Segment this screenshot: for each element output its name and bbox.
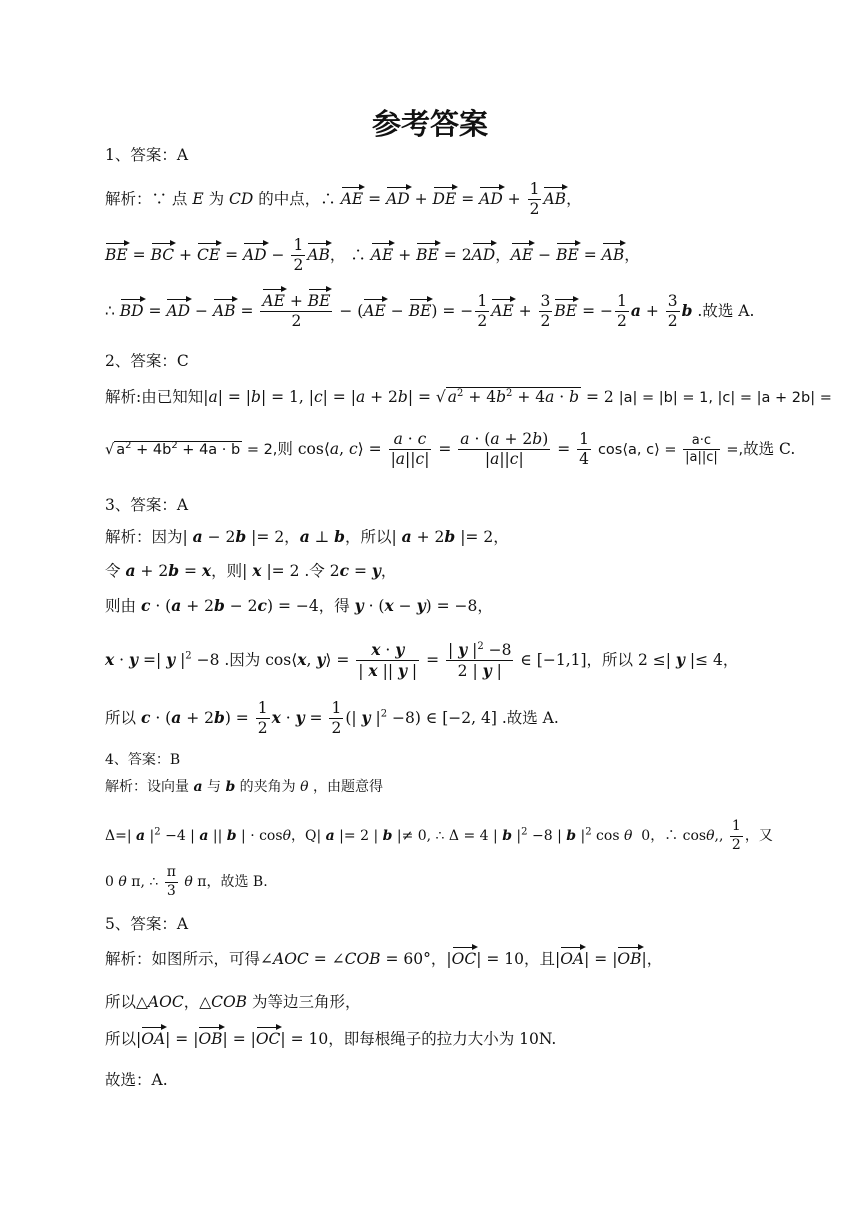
answer-5-heading: 5、答案：A xyxy=(105,915,189,933)
answer-3-line-1: 解析：因为| a − 2b |= 2，a ⊥ b，所以| a + 2b |= 2， xyxy=(105,527,509,546)
answer-4-line-3: 0 θ π, ∴ $\frac{\pi}{3}$ θ π，故选 B. xyxy=(105,864,268,899)
answer-1-line-2: BE = BC + CE = AD − $\frac{1}{2}$ AB， ∴ AE + BE = 2AD，AE − BE = AB， xyxy=(105,236,640,275)
answer-3-line-5: 所以 c · (a + 2b) = $\frac{1}{2}$ x · y = $\frac{1}{2}$ (| y $|^2 -8$) ∈ [−2, 4] .故选 A. xyxy=(105,699,559,738)
answer-3-heading: 3、答案：A xyxy=(105,496,189,514)
page-title: 参考答案 xyxy=(371,107,488,141)
answer-4-heading: 4、答案：B xyxy=(105,752,181,768)
answer-2-line-2: √ $a^2 + 4b^2 + 4a \cdot b = 2$,则 cos⟨a, c⟩ = $\frac{a \cdot c}{|a||c|}$ = $\frac{a \cdot (a + 2b)}{|a||c|}$ = $\frac{1}{4}$ cos⟨a, c⟩ = $\frac{a\cdot c}{|a||c|}$ =,故选 C. xyxy=(105,430,796,469)
answer-3-line-4: x · y =| y $|^2 -8$ .因为 cos⟨x, y⟩ = $\frac{x \cdot y}{| x || y |}$ = $\frac{| y |^2 -8}{2 | y |}$ ∈ [−1,1]，所以 2 ≤| y |≤ 4， xyxy=(105,640,739,681)
answer-1-heading: 1、答案：A xyxy=(105,146,189,164)
answer-2-heading: 2、答案：C xyxy=(105,352,189,370)
answer-5-line-3: 所以|OA| = |OB| = |OC| = 10，即每根绳子的拉力大小为 10N. xyxy=(105,1030,557,1048)
answer-3-line-2: 令 a + 2b = x，则| x |= 2 .令 2c = y， xyxy=(105,561,397,580)
answer-4-line-1: 解析：设向量 a 与 b 的夹角为 θ ，由题意得 xyxy=(105,779,384,795)
answer-4-line-2: Δ=| a $|^2 -4$ | a || b | · cosθ，Q| a |= 2 | b |≠ 0, ∴ Δ = 4 | b $|^2 -8$ | b $|^2$ cos θ 0，∴ cosθ,, $\frac{1}{2}$ ，又 xyxy=(105,818,773,853)
answer-3-line-3: 则由 c · (a + 2b − 2c) = −4，得 y · (x − y) = −8， xyxy=(105,596,493,615)
answer-5-line-4: 故选：A. xyxy=(105,1071,168,1089)
answer-5-line-2: 所以△AOC，△COB 为等边三角形， xyxy=(105,993,361,1011)
answer-5-line-1: 解析：如图所示，可得∠AOC = ∠COB = 60°，|OC| = 10，且|OA| = |OB|， xyxy=(105,950,663,968)
answer-2-line-1: 解析:由已知知|a| = |b| = 1, |c| = |a + 2b| = √ $a^2 + 4b^2 + 4a \cdot b = 2$ |a| = |b| = 1, |c| = |a + 2b| = xyxy=(105,388,832,407)
answer-1-line-1: 解析：∵ 点 E 为 CD 的中点，∴ AE = AD + DE = AD + $\frac{1}{2}$ AB， xyxy=(105,180,582,219)
answer-1-line-3: ∴ BD = AD − AB = $\frac{AE + BE}{2}$ − (AE − BE) = − $\frac{1}{2}$ AE + $\frac{3}{2}$ BE = − $\frac{1}{2}$ a + $\frac{3}{2}$ b .故选 A. xyxy=(105,292,755,331)
